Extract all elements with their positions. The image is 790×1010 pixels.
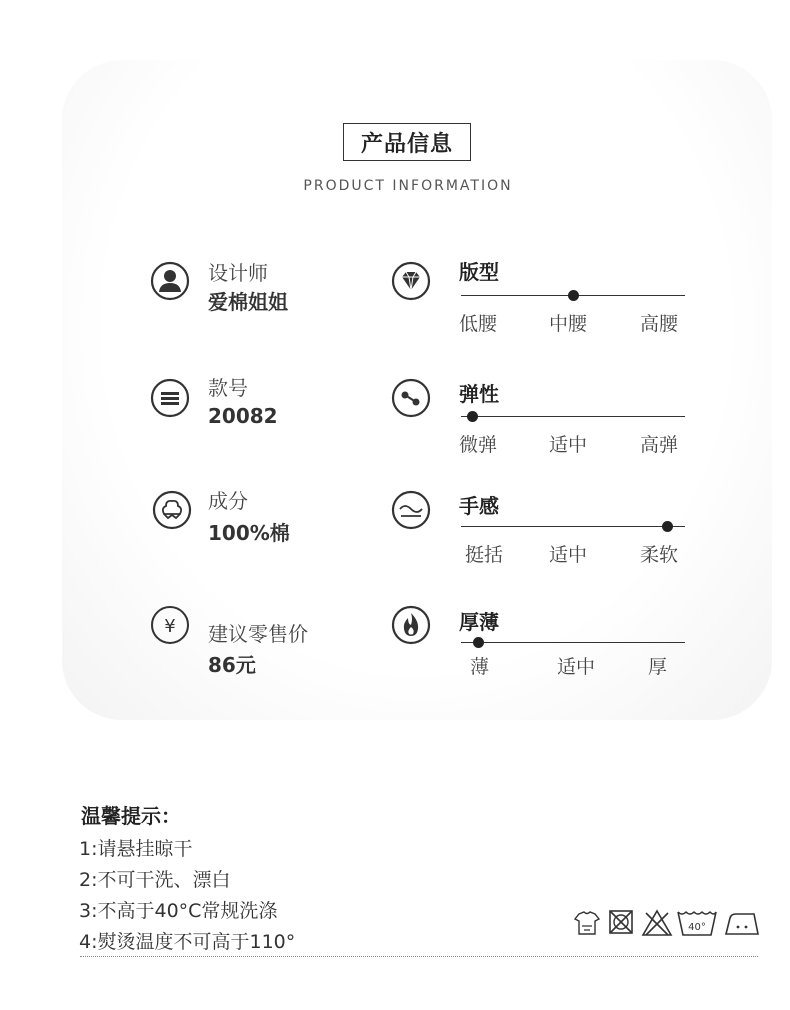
footer-divider: [80, 956, 758, 957]
thickness-option-high: 厚: [648, 656, 668, 678]
wave-icon: [391, 490, 431, 530]
handfeel-title: 手感: [459, 494, 499, 518]
price-value: 86元: [208, 653, 256, 677]
no-bleach-icon: [641, 908, 673, 940]
tip-item: 3:不高于40°C常规洗涤: [79, 900, 278, 922]
handfeel-option-mid: 适中: [549, 544, 588, 566]
fit-title: 版型: [459, 260, 499, 284]
composition-label: 成分: [208, 489, 248, 513]
iron-icon: [724, 908, 760, 940]
designer-label: 设计师: [208, 261, 268, 285]
elasticity-title: 弹性: [459, 382, 499, 406]
thickness-option-low: 薄: [470, 656, 490, 678]
tip-item: 1:请悬挂晾干: [79, 838, 193, 860]
wash-40-icon: [676, 908, 718, 940]
wash-temperature-label: 40°: [688, 922, 706, 933]
page-title: 产品信息: [343, 123, 471, 161]
hang-dry-icon: [572, 908, 602, 940]
no-dry-clean-icon: [607, 908, 635, 940]
handfeel-scale-line: [461, 526, 685, 527]
elastic-icon: [391, 378, 431, 418]
thickness-title: 厚薄: [459, 610, 499, 634]
handfeel-option-high: 柔软: [640, 544, 679, 566]
handfeel-option-low: 挺括: [465, 544, 504, 566]
diamond-icon: [391, 261, 431, 301]
tips-title: 温馨提示：: [81, 804, 181, 828]
tip-item: 2:不可干洗、漂白: [79, 869, 231, 891]
flame-icon: [391, 605, 431, 645]
style-number-value: 20082: [208, 404, 278, 428]
cotton-icon: [152, 490, 192, 530]
elasticity-option-mid: 适中: [549, 434, 588, 456]
fit-option-mid: 中腰: [549, 313, 588, 335]
elasticity-option-high: 高弹: [640, 434, 679, 456]
elasticity-scale-marker: [467, 411, 478, 422]
style-number-label: 款号: [208, 376, 248, 400]
fit-scale-marker: [568, 290, 579, 301]
list-icon: [150, 378, 190, 418]
thickness-scale-line: [461, 642, 685, 643]
elasticity-scale-line: [461, 416, 685, 417]
tip-item: 4:熨烫温度不可高于110°: [79, 931, 296, 953]
composition-value: 100%棉: [208, 521, 290, 545]
page-subtitle: PRODUCT INFORMATION: [303, 178, 513, 194]
elasticity-option-low: 微弹: [459, 434, 498, 456]
thickness-option-mid: 适中: [557, 656, 596, 678]
yen-icon: [150, 605, 190, 645]
fit-option-high: 高腰: [640, 313, 679, 335]
fit-option-low: 低腰: [459, 313, 498, 335]
svg-text:¥: ¥: [164, 616, 176, 637]
price-label: 建议零售价: [208, 622, 308, 646]
designer-value: 爱棉姐姐: [208, 290, 288, 314]
user-icon: [150, 261, 190, 301]
handfeel-scale-marker: [662, 521, 673, 532]
